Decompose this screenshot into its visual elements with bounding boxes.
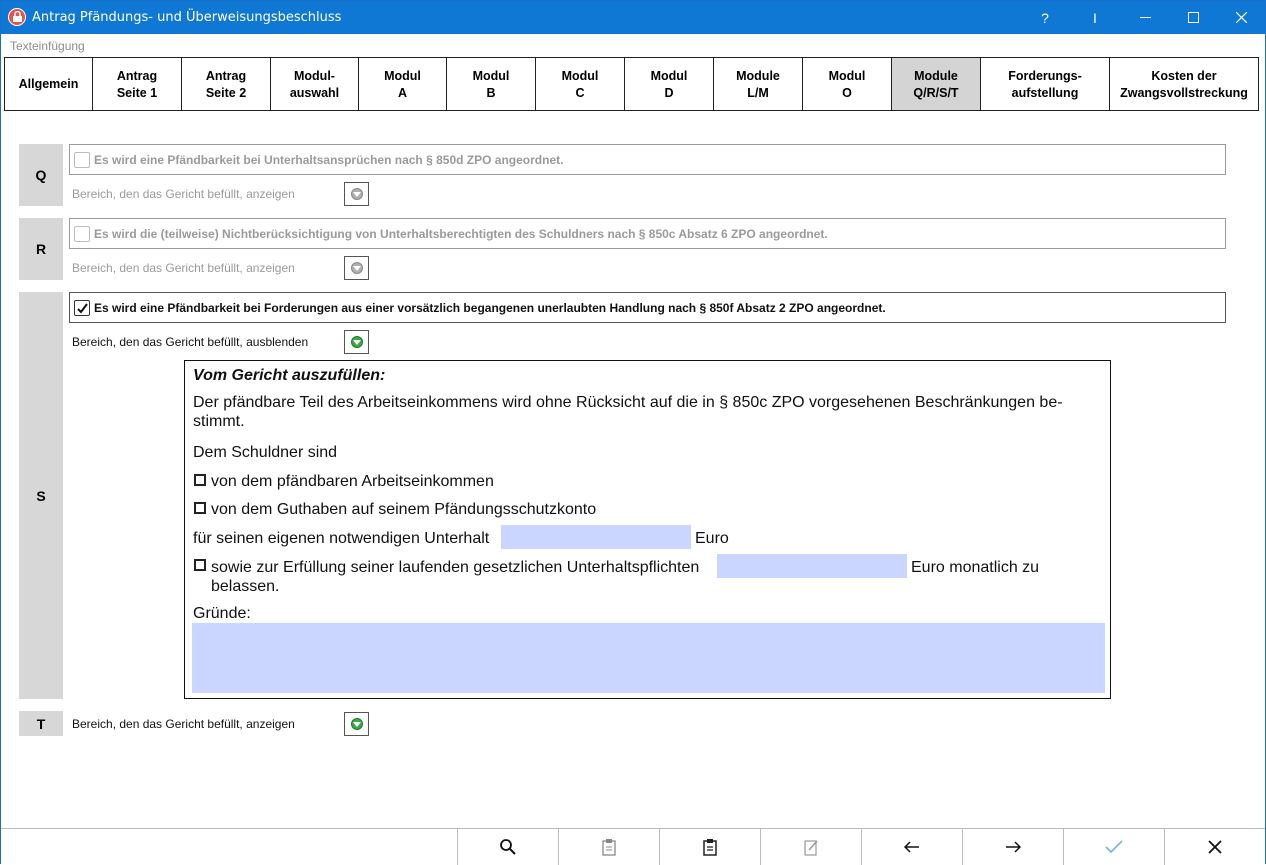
section-r-toggle-label: Bereich, den das Gericht befüllt, anzeigen: [72, 261, 295, 275]
expand-arrow-icon: [351, 188, 363, 200]
court-fill-area: [184, 360, 1111, 699]
unterhaltspflichten-amount-field[interactable]: [717, 554, 907, 578]
checkmark-icon: [76, 302, 89, 315]
tab-module-qrst[interactable]: Module Q/R/S/T: [891, 57, 981, 111]
section-r-checkbox-row[interactable]: [69, 218, 1226, 249]
expand-arrow-icon: [351, 718, 363, 730]
option-arbeitseinkommen-checkbox[interactable]: [194, 474, 206, 486]
expand-arrow-icon: [351, 262, 363, 274]
euro-label: Euro: [695, 530, 729, 547]
section-q-checkbox[interactable]: [74, 152, 90, 168]
clipboard-icon: [601, 838, 617, 856]
clipboard-dark-button[interactable]: [659, 829, 760, 865]
tab-bar: [4, 57, 1259, 111]
court-dem-schuldner: Dem Schuldner sind: [193, 444, 338, 461]
bottom-toolbar: [1, 828, 1265, 864]
tab-forderungsaufstellung[interactable]: Forderungs- aufstellung: [980, 57, 1110, 111]
option-pfaendungsschutzkonto-label: von dem Guthaben auf seinem Pfändungsschutzkonto: [211, 501, 597, 518]
section-s-checkbox-label: Es wird eine Pfändbarkeit bei Forderungen aus einer vorsätzlich begangenen unerlaubten Handlung nach § 850f Absatz 2 ZPO angeordnet.: [94, 301, 886, 315]
court-paragraph: Der pfändbare Teil des Arbeitseinkommens wird ohne Rücksicht auf die in § 850c ZPO vorgesehenen Beschränkungen be-stimmt.: [193, 394, 1063, 430]
tab-modul-d[interactable]: Modul D: [624, 57, 714, 111]
close-icon: [1208, 840, 1222, 854]
section-s-toggle-label: Bereich, den das Gericht befüllt, ausblenden: [72, 335, 309, 349]
arrow-left-icon: [904, 841, 920, 853]
edit-button[interactable]: [760, 829, 861, 865]
unterhalt-amount-field[interactable]: [501, 525, 691, 549]
section-t-toggle-button[interactable]: [344, 712, 369, 736]
section-r-letter: R: [19, 218, 63, 280]
euro-monatlich-label: Euro monatlich zu: [911, 559, 1040, 576]
option-unterhaltspflichten-checkbox[interactable]: [194, 559, 206, 571]
tab-modul-a[interactable]: Modul A: [358, 57, 447, 111]
gruende-label: Gründe:: [193, 605, 251, 622]
section-s-toggle-button[interactable]: [344, 330, 369, 354]
close-window-button[interactable]: [1217, 1, 1265, 34]
section-q-checkbox-label: Es wird eine Pfändbarkeit bei Unterhaltsansprüchen nach § 850d ZPO angeordnet.: [94, 153, 564, 167]
section-q-letter: Q: [19, 144, 63, 206]
section-q-checkbox-row[interactable]: [69, 144, 1226, 175]
collapse-arrow-icon: [351, 336, 363, 348]
tab-antrag-seite-2[interactable]: Antrag Seite 2: [181, 57, 271, 111]
tab-antrag-seite-1[interactable]: Antrag Seite 1: [92, 57, 182, 111]
section-t-letter: T: [19, 711, 63, 736]
belassen-label: belassen.: [211, 578, 280, 595]
unterhalt-label: für seinen eigenen notwendigen Unterhalt: [193, 530, 490, 547]
close-icon: [1236, 12, 1247, 23]
search-icon: [499, 838, 517, 856]
section-r-toggle-button[interactable]: [344, 256, 369, 280]
tab-kosten-zwangsvollstreckung[interactable]: Kosten der Zwangsvollstreckung: [1109, 57, 1259, 111]
section-q-toggle-button[interactable]: [344, 182, 369, 206]
tab-modul-c[interactable]: Modul C: [535, 57, 625, 111]
maximize-icon: [1188, 12, 1199, 23]
option-arbeitseinkommen-label: von dem pfändbaren Arbeitseinkommen: [211, 473, 494, 490]
forward-button[interactable]: [962, 829, 1063, 865]
tab-allgemein[interactable]: Allgemein: [4, 57, 93, 111]
edit-icon: [803, 838, 819, 856]
minimize-button[interactable]: [1121, 1, 1169, 34]
option-unterhaltspflichten-label: sowie zur Erfüllung seiner laufenden gesetzlichen Unterhaltspflichten: [211, 559, 700, 576]
confirm-button[interactable]: [1063, 829, 1164, 865]
clipboard-button[interactable]: [558, 829, 659, 865]
back-button[interactable]: [861, 829, 962, 865]
section-t-toggle-label: Bereich, den das Gericht befüllt, anzeigen: [72, 717, 295, 731]
minimize-icon: [1140, 17, 1151, 19]
section-s-checkbox-row[interactable]: [69, 292, 1226, 323]
tab-modul-o[interactable]: Modul O: [802, 57, 892, 111]
section-s-checkbox[interactable]: [74, 300, 90, 316]
cancel-button[interactable]: [1164, 829, 1265, 865]
tab-module-lm[interactable]: Module L/M: [713, 57, 803, 111]
checkmark-icon: [1104, 839, 1124, 855]
arrow-right-icon: [1005, 841, 1021, 853]
lock-app-icon: [8, 8, 26, 26]
section-r-checkbox[interactable]: [74, 226, 90, 242]
search-button[interactable]: [457, 829, 558, 865]
title-bar: [1, 1, 1265, 34]
tab-modulauswahl[interactable]: Modul- auswahl: [270, 57, 359, 111]
option-pfaendungsschutzkonto-checkbox[interactable]: [194, 502, 206, 514]
gruende-textarea[interactable]: [192, 623, 1105, 693]
help-button[interactable]: ?: [1041, 9, 1049, 26]
window-title: Antrag Pfändungs- und Überweisungsbeschluss: [32, 10, 342, 25]
clipboard-dark-icon: [702, 838, 718, 856]
section-r-checkbox-label: Es wird die (teilweise) Nichtberücksichtigung von Unterhaltsberechtigten des Schuldners nach § 850c Absatz 6 ZPO angeordnet.: [94, 227, 828, 241]
maximize-button[interactable]: [1169, 1, 1217, 34]
menu-texteinfuegung[interactable]: Texteinfügung: [10, 39, 85, 53]
section-q-toggle-label: Bereich, den das Gericht befüllt, anzeigen: [72, 187, 295, 201]
cursor-button[interactable]: I: [1093, 9, 1097, 26]
section-s-letter: S: [19, 292, 63, 699]
court-title: Vom Gericht auszufüllen:: [193, 367, 386, 384]
tab-modul-b[interactable]: Modul B: [446, 57, 536, 111]
